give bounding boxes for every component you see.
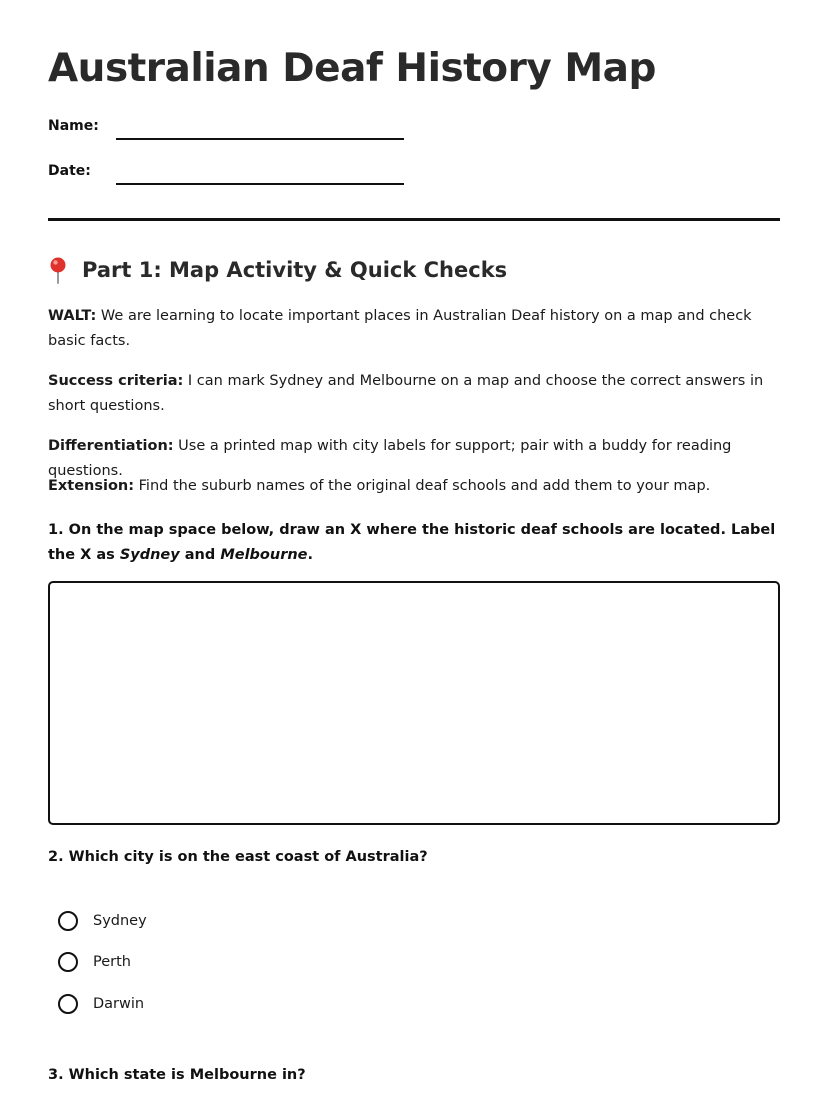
option-perth-label: Perth	[93, 954, 131, 970]
walt-text: We are learning to locate important places in Australian Deaf history on a map and check basic facts.	[48, 308, 752, 349]
question-1-end: .	[307, 547, 314, 563]
date-field-row	[48, 163, 404, 179]
question-1-city-sydney: Sydney	[119, 547, 180, 563]
date-line[interactable]	[116, 183, 404, 185]
option-darwin[interactable]	[58, 994, 144, 1014]
option-sydney[interactable]	[58, 911, 147, 931]
walt-label: WALT:	[48, 308, 97, 324]
radio-sydney[interactable]	[58, 911, 78, 931]
round-pushpin-icon	[48, 256, 70, 284]
question-1-city-melbourne: Melbourne	[220, 547, 308, 563]
extension-text: Find the suburb names of the original deaf schools and add them to your map.	[134, 478, 711, 494]
question-1-and: and	[179, 547, 221, 563]
option-darwin-label: Darwin	[93, 996, 145, 1012]
question-3: 3. Which state is Melbourne in?	[48, 1067, 306, 1083]
part1-heading-text: Part 1: Map Activity & Quick Checks	[82, 258, 508, 282]
walt-paragraph	[48, 304, 780, 354]
date-label: Date:	[48, 163, 91, 179]
name-field-row	[48, 118, 404, 134]
success-text: I can mark Sydney and Melbourne on a map and choose the correct answers in short questions.	[48, 373, 764, 414]
question-1	[48, 518, 780, 568]
option-sydney-label: Sydney	[93, 913, 147, 929]
page-title: Australian Deaf History Map	[48, 46, 656, 91]
name-label: Name:	[48, 118, 99, 134]
section-divider	[48, 218, 780, 221]
success-criteria-paragraph	[48, 369, 780, 419]
option-perth[interactable]	[58, 952, 131, 972]
question-2: 2. Which city is on the east coast of Australia?	[48, 849, 428, 865]
part1-heading	[48, 256, 507, 284]
radio-darwin[interactable]	[58, 994, 78, 1014]
differentiation-text: Use a printed map with city labels for support; pair with a buddy for reading questions.	[48, 438, 732, 479]
extension-label: Extension:	[48, 478, 135, 494]
map-drawing-area[interactable]	[48, 581, 780, 825]
question-1-text: 1. On the map space below, draw an X where the historic deaf schools are located. Label the X as	[48, 522, 776, 563]
radio-perth[interactable]	[58, 952, 78, 972]
differentiation-label: Differentiation:	[48, 438, 174, 454]
success-label: Success criteria:	[48, 373, 184, 389]
extension-paragraph	[48, 474, 780, 499]
name-line[interactable]	[116, 138, 404, 140]
